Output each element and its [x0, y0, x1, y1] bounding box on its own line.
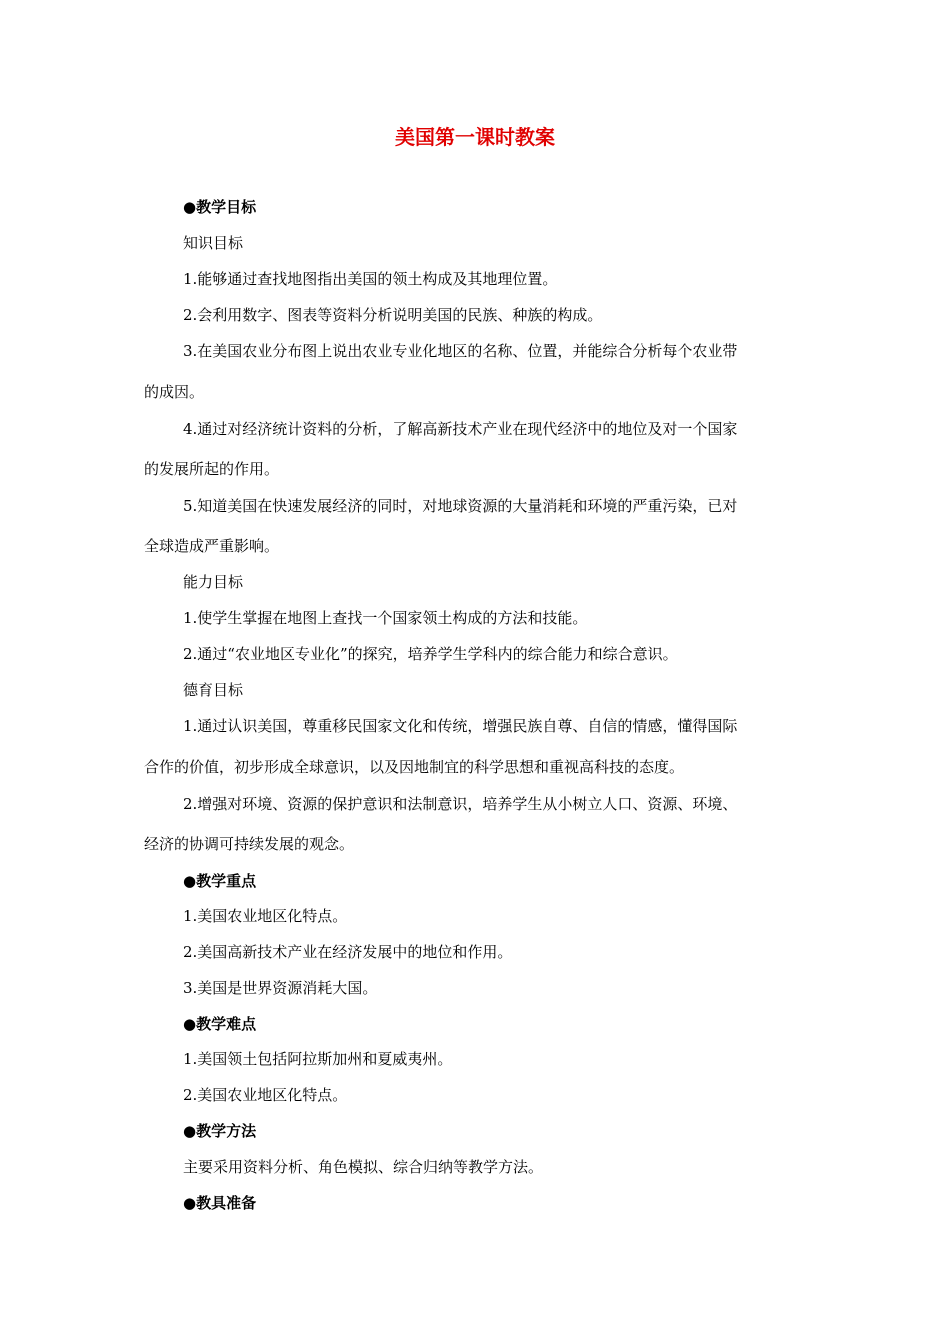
knowledge-item-4: 4.通过对经济统计资料的分析，了解高新技术产业在现代经济中的地位及对一个国家 [183, 420, 738, 438]
knowledge-item-2: 2.会利用数字、图表等资料分析说明美国的民族、种族的构成。 [183, 306, 603, 324]
key-point-2: 2.美国高新技术产业在经济发展中的地位和作用。 [183, 943, 513, 961]
moral-item-2-cont: 经济的协调可持续发展的观念。 [144, 835, 355, 853]
difficult-point-1: 1.美国领土包括阿拉斯加州和夏威夷州。 [183, 1050, 453, 1068]
section-heading-key-points: ●教学重点 [183, 872, 257, 890]
methods-text: 主要采用资料分析、角色模拟、综合归纳等教学方法。 [183, 1158, 544, 1176]
section-heading-difficult-points: ●教学难点 [183, 1015, 257, 1033]
key-point-3: 3.美国是世界资源消耗大国。 [183, 979, 378, 997]
key-point-1: 1.美国农业地区化特点。 [183, 907, 348, 925]
ability-item-2: 2.通过“农业地区专业化”的探究，培养学生学科内的综合能力和综合意识。 [183, 645, 678, 663]
moral-item-1-cont: 合作的价值，初步形成全球意识，以及因地制宜的科学思想和重视高科技的态度。 [144, 758, 685, 776]
knowledge-item-3-cont: 的成因。 [144, 383, 205, 401]
subheading-ability: 能力目标 [183, 573, 244, 591]
document-title: 美国第一课时教案 [395, 125, 555, 149]
knowledge-item-1: 1.能够通过查找地图指出美国的领土构成及其地理位置。 [183, 270, 558, 288]
ability-item-1: 1.使学生掌握在地图上查找一个国家领土构成的方法和技能。 [183, 609, 588, 627]
moral-item-2: 2.增强对环境、资源的保护意识和法制意识，培养学生从小树立人口、资源、环境、 [183, 795, 738, 813]
knowledge-item-3: 3.在美国农业分布图上说出农业专业化地区的名称、位置，并能综合分析每个农业带 [183, 342, 738, 360]
knowledge-item-5: 5.知道美国在快速发展经济的同时，对地球资源的大量消耗和环境的严重污染，已对 [183, 497, 738, 515]
knowledge-item-5-cont: 全球造成严重影响。 [144, 537, 280, 555]
subheading-moral: 德育目标 [183, 681, 244, 699]
difficult-point-2: 2.美国农业地区化特点。 [183, 1086, 348, 1104]
section-heading-materials: ●教具准备 [183, 1194, 257, 1212]
knowledge-item-4-cont: 的发展所起的作用。 [144, 460, 280, 478]
section-heading-objectives: ●教学目标 [183, 198, 257, 216]
moral-item-1: 1.通过认识美国，尊重移民国家文化和传统，增强民族自尊、自信的情感，懂得国际 [183, 717, 738, 735]
subheading-knowledge: 知识目标 [183, 234, 244, 252]
section-heading-methods: ●教学方法 [183, 1122, 257, 1140]
